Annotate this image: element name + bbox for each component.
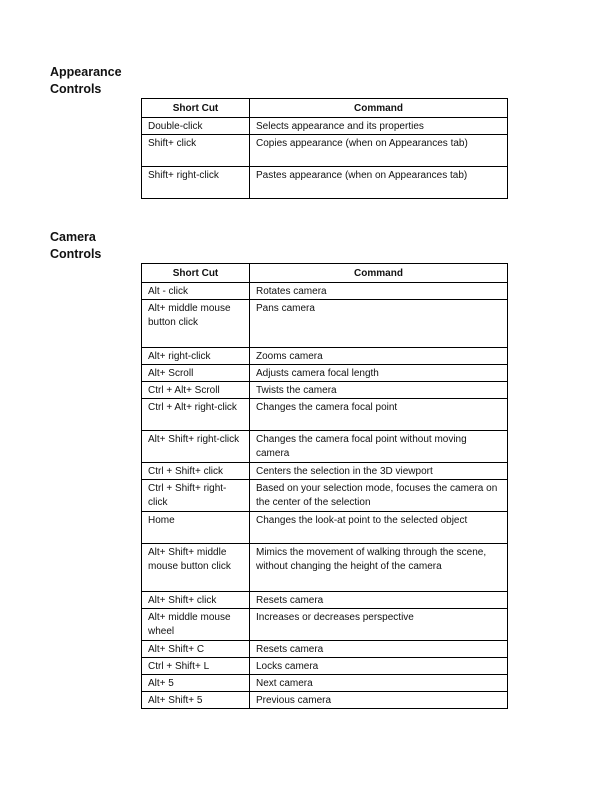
shortcut-cell: Alt+ right-click [142,348,250,365]
table-row [142,544,508,592]
table-row [142,675,508,692]
table-row [142,118,508,135]
shortcut-cell: Alt - click [142,283,250,300]
shortcut-cell: Ctrl + Alt+ right-click [142,399,250,431]
shortcut-cell: Ctrl + Shift+ right-click [142,480,250,512]
shortcut-cell: Alt+ Shift+ 5 [142,692,250,709]
command-cell: Next camera [250,675,508,692]
table-row [142,692,508,709]
command-cell: Pans camera [250,300,508,348]
table-header-row [142,264,508,283]
table-row [142,283,508,300]
table-row [142,399,508,431]
shortcut-cell: Home [142,512,250,544]
shortcut-cell: Alt+ Scroll [142,365,250,382]
appearance-controls-table [141,98,508,199]
appearance-controls-title: Appearance Controls [50,65,122,96]
table-row [142,609,508,641]
command-cell: Pastes appearance (when on Appearances tab) [250,167,508,199]
command-cell: Resets camera [250,592,508,609]
command-cell: Mimics the movement of walking through the scene, without changing the height of the camera [250,544,508,592]
shortcut-cell: Alt+ Shift+ middle mouse button click [142,544,250,592]
shortcut-cell: Alt+ Shift+ right-click [142,431,250,463]
column-header-command: Command [250,264,508,283]
table-row [142,135,508,167]
command-cell: Increases or decreases perspective [250,609,508,641]
shortcut-cell: Double-click [142,118,250,135]
table-row [142,365,508,382]
shortcut-cell: Alt+ 5 [142,675,250,692]
table-row [142,592,508,609]
command-cell: Previous camera [250,692,508,709]
table-row [142,641,508,658]
shortcut-cell: Shift+ click [142,135,250,167]
table-row [142,382,508,399]
table-header-row [142,99,508,118]
camera-controls-table [141,263,508,709]
table-row [142,167,508,199]
command-cell: Based on your selection mode, focuses the camera on the center of the selection [250,480,508,512]
command-cell: Changes the camera focal point [250,399,508,431]
command-cell: Rotates camera [250,283,508,300]
table-row [142,431,508,463]
command-cell: Copies appearance (when on Appearances tab) [250,135,508,167]
shortcut-cell: Ctrl + Shift+ click [142,463,250,480]
shortcut-cell: Alt+ Shift+ C [142,641,250,658]
table-row [142,348,508,365]
column-header-shortcut: Short Cut [142,264,250,283]
command-cell: Locks camera [250,658,508,675]
camera-controls-title: Camera Controls [50,230,102,261]
table-row [142,463,508,480]
column-header-command: Command [250,99,508,118]
shortcut-cell: Alt+ middle mouse wheel [142,609,250,641]
table-row [142,658,508,675]
shortcut-cell: Ctrl + Shift+ L [142,658,250,675]
column-header-shortcut: Short Cut [142,99,250,118]
shortcut-cell: Alt+ middle mouse button click [142,300,250,348]
command-cell: Zooms camera [250,348,508,365]
shortcut-cell: Ctrl + Alt+ Scroll [142,382,250,399]
command-cell: Resets camera [250,641,508,658]
command-cell: Changes the camera focal point without moving camera [250,431,508,463]
command-cell: Selects appearance and its properties [250,118,508,135]
command-cell: Centers the selection in the 3D viewport [250,463,508,480]
shortcut-cell: Alt+ Shift+ click [142,592,250,609]
table-row [142,480,508,512]
command-cell: Twists the camera [250,382,508,399]
command-cell: Changes the look-at point to the selected object [250,512,508,544]
shortcut-cell: Shift+ right-click [142,167,250,199]
table-row [142,512,508,544]
table-row [142,300,508,348]
command-cell: Adjusts camera focal length [250,365,508,382]
